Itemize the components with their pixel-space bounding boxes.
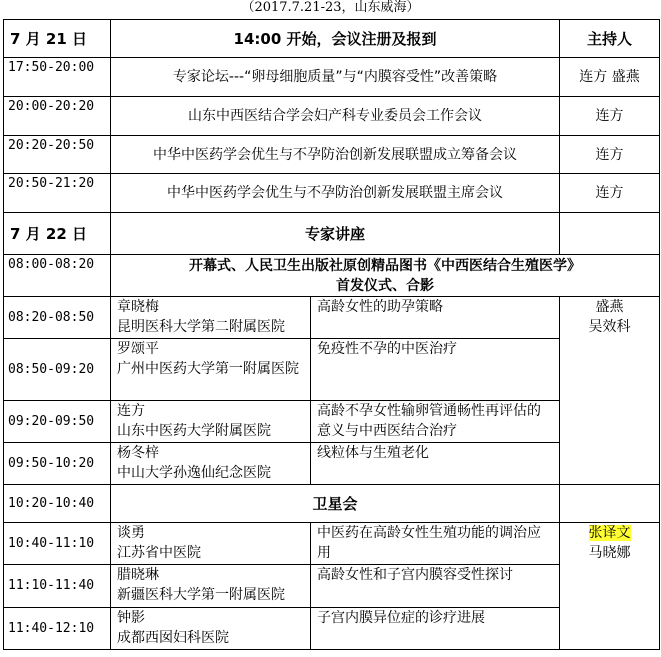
session-time: 08:50-09:20	[4, 339, 111, 401]
hosts-cell-b	[560, 523, 660, 650]
table-row	[4, 174, 660, 213]
lecture-topic: 中医药在高龄女性生殖功能的调治应用	[311, 523, 560, 565]
host-name-highlighted	[566, 523, 653, 543]
session-host: 连方	[560, 136, 660, 174]
session-host: 连方 盛燕	[560, 58, 660, 97]
session-title: 专家论坛---“卵母细胞质量”与“内膜容受性”改善策略	[111, 58, 560, 97]
page-subtitle: （2017.7.21-23，山东威海）	[241, 0, 420, 15]
opening-row	[4, 255, 660, 297]
speaker-name: 谈勇	[117, 525, 145, 541]
host-name: 吴效科	[588, 319, 631, 335]
table-row	[4, 97, 660, 136]
host-name: 盛燕	[595, 299, 624, 315]
speaker-name: 章晓梅	[117, 299, 159, 315]
speaker-cell	[111, 565, 311, 608]
speaker-org: 成都西囡妇科医院	[117, 630, 229, 646]
session-time: 08:20-08:50	[4, 297, 111, 339]
speaker-org: 中山大学孙逸仙纪念医院	[117, 465, 271, 481]
lecture-topic: 高龄女性的助孕策略	[311, 297, 560, 339]
day2-header-row	[4, 213, 660, 255]
session-host: 连方	[560, 174, 660, 213]
lecture-topic: 线粒体与生殖老化	[311, 443, 560, 485]
table-row	[4, 523, 660, 565]
speaker-name: 连方	[117, 403, 145, 419]
table-row	[4, 58, 660, 97]
speaker-cell	[111, 339, 311, 401]
speaker-org: 山东中医药大学附属医院	[117, 423, 271, 439]
speaker-cell	[111, 523, 311, 565]
session-time: 10:20-10:40	[4, 485, 111, 523]
speaker-name: 罗颂平	[117, 341, 159, 357]
table-row	[4, 136, 660, 174]
speaker-cell	[111, 401, 311, 443]
opening-title-line2: 首发仪式、合影	[336, 277, 434, 294]
session-title: 中华中医药学会优生与不孕防治创新发展联盟主席会议	[111, 174, 560, 213]
speaker-cell	[111, 297, 311, 339]
speaker-cell	[111, 608, 311, 650]
session-title: 中华中医药学会优生与不孕防治创新发展联盟成立筹备会议	[111, 136, 560, 174]
session-title: 山东中西医结合学会妇产科专业委员会工作会议	[111, 97, 560, 136]
speaker-cell	[111, 443, 311, 485]
session-time: 08:00-08:20	[4, 255, 111, 297]
speaker-name: 钟影	[117, 610, 145, 626]
day2-title: 专家讲座	[111, 213, 560, 255]
table-row	[4, 297, 660, 339]
session-time: 11:10-11:40	[4, 565, 111, 608]
schedule-table	[3, 19, 660, 650]
highlight-mark: 张译文	[588, 525, 631, 541]
speaker-name: 腊晓琳	[117, 567, 159, 583]
host-name: 马晓娜	[588, 545, 631, 561]
empty-cell	[560, 485, 660, 523]
satellite-row	[4, 485, 660, 523]
empty-cell	[560, 213, 660, 255]
session-time: 17:50-20:00	[4, 58, 111, 97]
lecture-topic: 免疫性不孕的中医治疗	[311, 339, 560, 401]
day2-date: 7 月 22 日	[4, 213, 111, 255]
session-host: 连方	[560, 97, 660, 136]
lecture-topic: 子宫内膜异位症的诊疗进展	[311, 608, 560, 650]
speaker-name: 杨冬梓	[117, 445, 159, 461]
day1-header-row	[4, 20, 660, 58]
session-time: 09:20-09:50	[4, 401, 111, 443]
opening-title	[111, 255, 660, 297]
speaker-org: 昆明医科大学第二附属医院	[117, 319, 285, 335]
session-time: 10:40-11:10	[4, 523, 111, 565]
day1-date: 7 月 21 日	[4, 20, 111, 58]
opening-title-line1: 开幕式、人民卫生出版社原创精品图书《中西医结合生殖医学》	[189, 257, 581, 274]
lecture-topic: 高龄不孕女性输卵管通畅性再评估的意义与中西医结合治疗	[311, 401, 560, 443]
satellite-title: 卫星会	[111, 485, 560, 523]
session-time: 11:40-12:10	[4, 608, 111, 650]
speaker-org: 广州中医药大学第一附属医院	[117, 361, 299, 377]
speaker-org: 新疆医科大学第一附属医院	[117, 587, 285, 603]
day1-title: 14:00 开始，会议注册及报到	[111, 20, 560, 58]
session-time: 20:20-20:50	[4, 136, 111, 174]
session-time: 20:50-21:20	[4, 174, 111, 213]
speaker-org: 江苏省中医院	[117, 545, 201, 561]
session-time: 09:50-10:20	[4, 443, 111, 485]
lecture-topic: 高龄女性和子宫内膜容受性探讨	[311, 565, 560, 608]
host-column-header: 主持人	[560, 20, 660, 58]
session-time: 20:00-20:20	[4, 97, 111, 136]
hosts-cell-a	[560, 297, 660, 485]
